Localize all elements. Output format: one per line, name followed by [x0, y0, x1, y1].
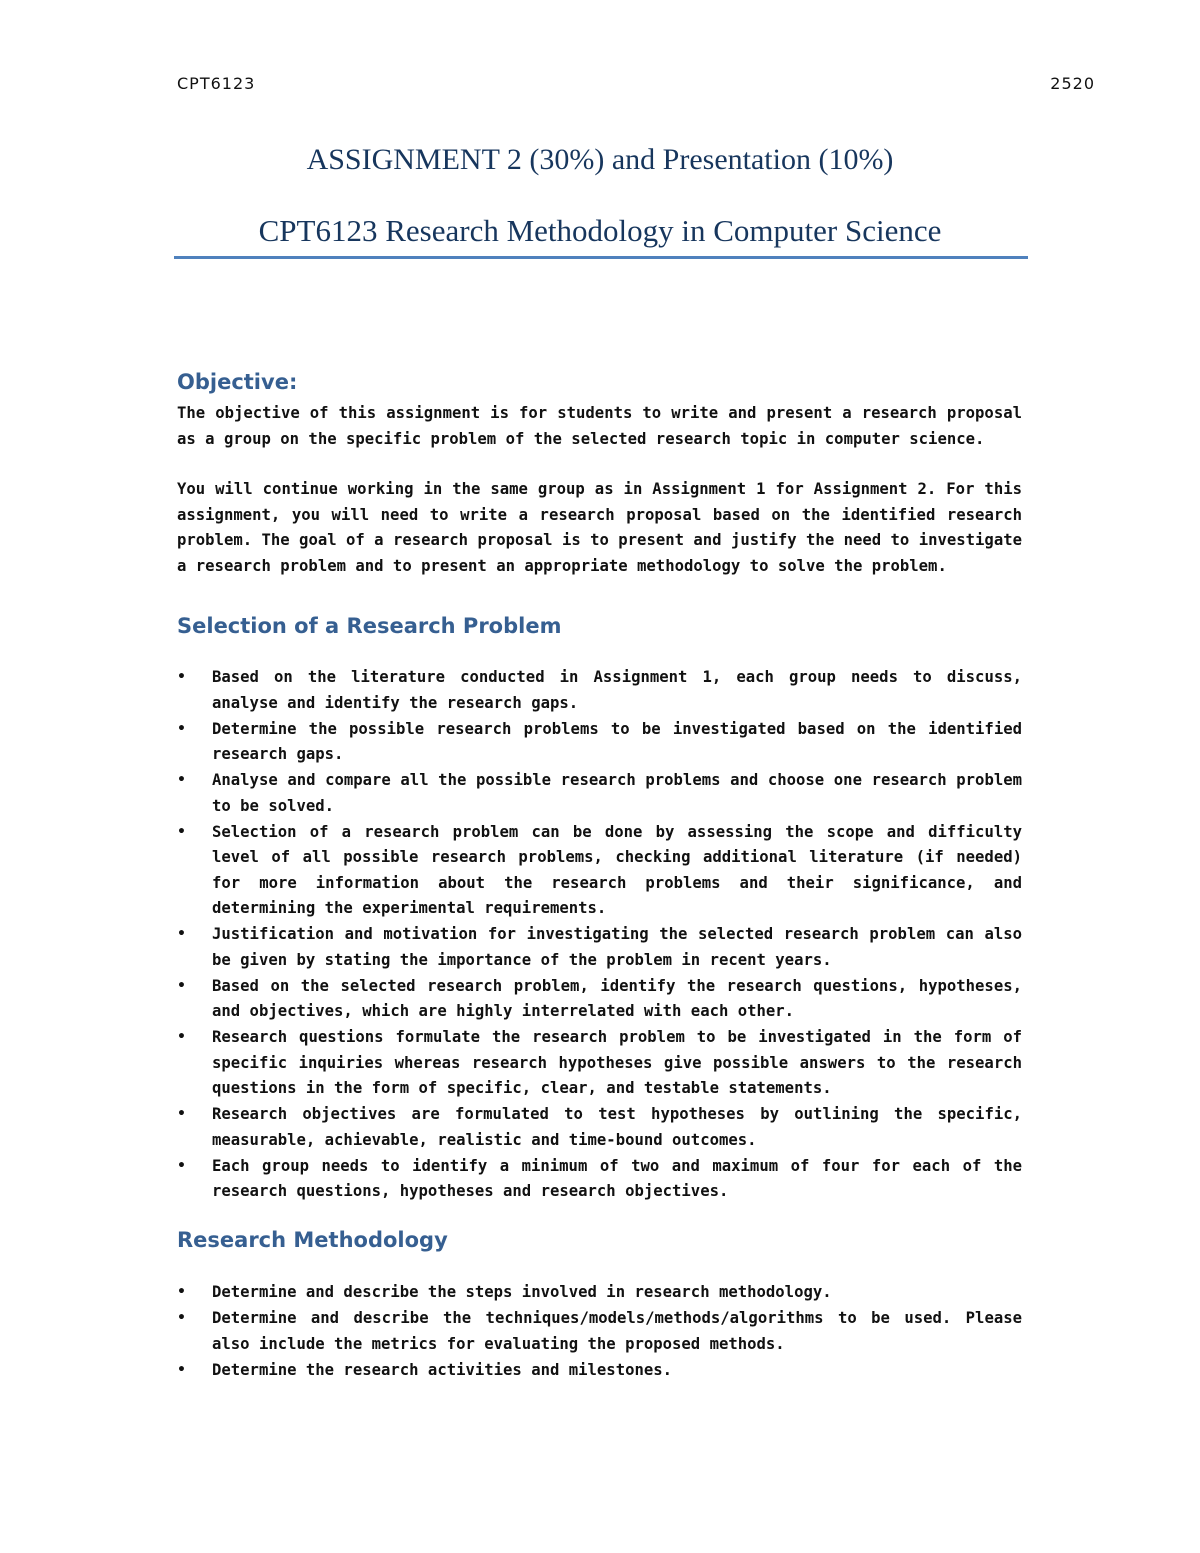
- bullet-icon: •: [177, 669, 186, 685]
- list-item: • Based on the literature conducted in Assignment 1, each group needs to discuss, analyse and identify the research gaps.: [177, 665, 1022, 716]
- list-item: • Determine the possible research problems to be investigated based on the identified research gaps.: [177, 717, 1022, 768]
- methodology-bullet-list: [177, 1280, 1022, 1384]
- list-item: • Determine the research activities and milestones.: [177, 1358, 1022, 1384]
- list-item: • Determine and describe the steps involved in research methodology.: [177, 1280, 1022, 1306]
- methodology-heading: Research Methodology: [177, 1228, 448, 1252]
- selection-heading: Selection of a Research Problem: [177, 614, 562, 638]
- bullet-icon: •: [177, 1106, 186, 1122]
- list-item: • Determine and describe the techniques/models/methods/algorithms to be used. Please also include the metrics for evaluating the proposed methods.: [177, 1306, 1022, 1357]
- list-item: • Based on the selected research problem, identify the research questions, hypotheses, and objectives, which are highly interrelated with each other.: [177, 974, 1022, 1025]
- header-term-code: 2520: [1050, 74, 1095, 93]
- title-divider: [174, 256, 1028, 259]
- objective-paragraph-2: You will continue working in the same group as in Assignment 1 for Assignment 2. For this assignment, you will need to write a research proposal based on the identified research problem. The goal of a research proposal is to present and justify the need to investigate a research problem and to present an appropriate methodology to solve the problem.: [177, 480, 1022, 575]
- list-item: • Research objectives are formulated to test hypotheses by outlining the specific, measurable, achievable, realistic and time-bound outcomes.: [177, 1102, 1022, 1153]
- assignment-title: ASSIGNMENT 2 (30%) and Presentation (10%): [306, 143, 894, 176]
- bullet-icon: •: [177, 977, 186, 994]
- bullet-icon: •: [177, 1029, 186, 1045]
- bullet-icon: •: [177, 823, 186, 840]
- selection-bullet-list: [177, 665, 1022, 1205]
- bullet-icon: •: [177, 1361, 186, 1378]
- list-item: • Selection of a research problem can be done by assessing the scope and difficulty level of all possible research problems, checking additional literature (if needed) for more information about the research problems and their significance, and determining the experimental requirements.: [177, 820, 1022, 922]
- list-item: • Research questions formulate the research problem to be investigated in the form of specific inquiries whereas research hypotheses give possible answers to the research questions in the form of specific, clear, and testable statements.: [177, 1025, 1022, 1102]
- bullet-icon: •: [177, 1284, 186, 1300]
- objective-paragraph-1: The objective of this assignment is for students to write and present a research proposal as a group on the specific problem of the selected research topic in computer science.: [177, 404, 1022, 448]
- bullet-icon: •: [177, 1310, 186, 1326]
- bullet-icon: •: [177, 926, 186, 942]
- bullet-icon: •: [177, 720, 186, 737]
- bullet-icon: •: [177, 772, 186, 788]
- list-item: • Analyse and compare all the possible research problems and choose one research problem to be solved.: [177, 768, 1022, 819]
- list-item: • Justification and motivation for investigating the selected research problem can also be given by stating the importance of the problem in recent years.: [177, 922, 1022, 973]
- list-item: • Each group needs to identify a minimum of two and maximum of four for each of the research questions, hypotheses and research objectives.: [177, 1154, 1022, 1205]
- course-title: CPT6123 Research Methodology in Computer Science: [258, 213, 942, 248]
- bullet-icon: •: [177, 1157, 186, 1174]
- objective-heading: Objective:: [177, 370, 298, 394]
- header-course-code: CPT6123: [177, 74, 256, 93]
